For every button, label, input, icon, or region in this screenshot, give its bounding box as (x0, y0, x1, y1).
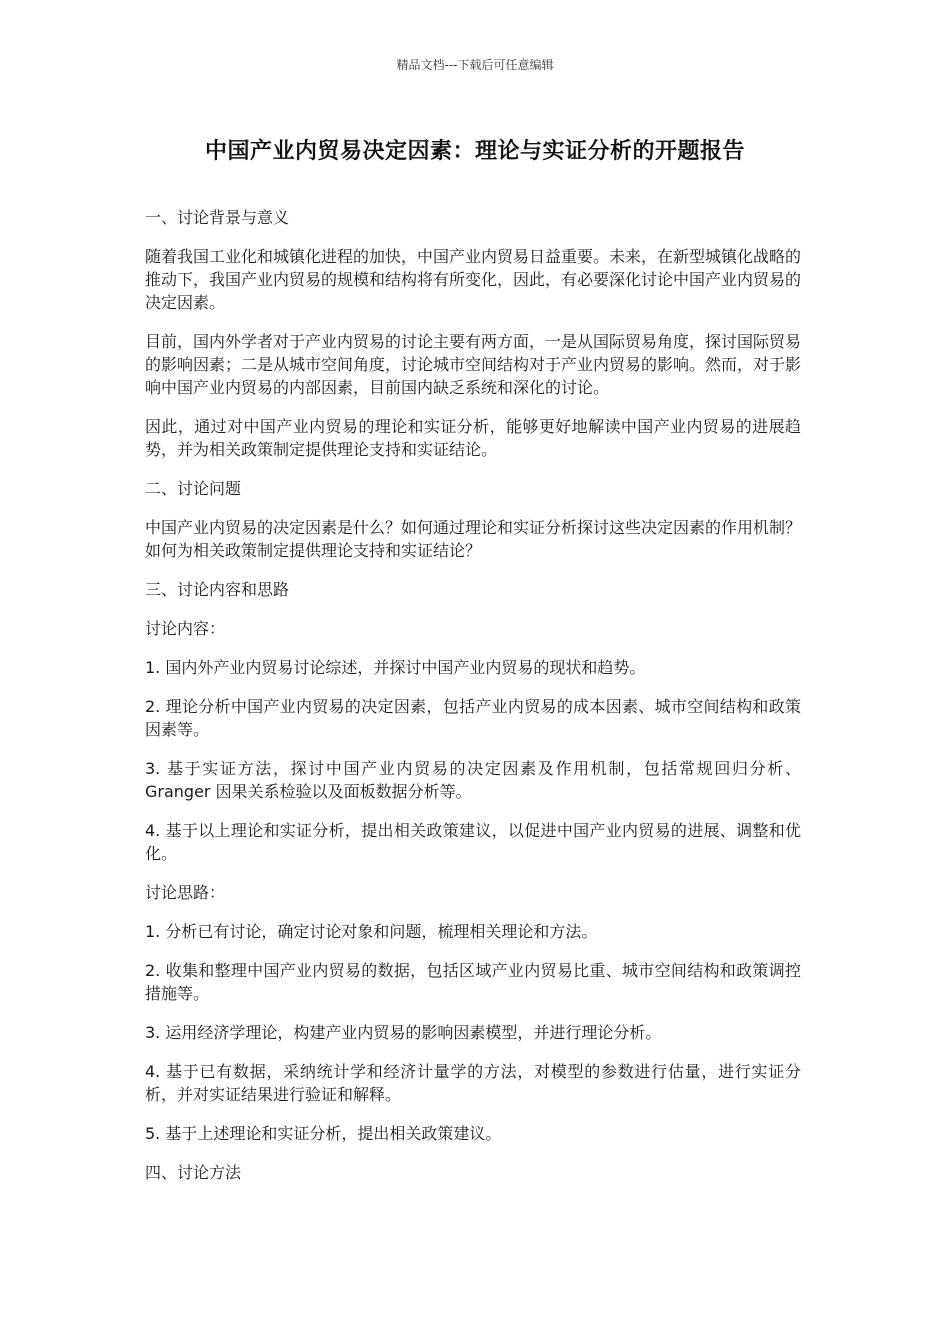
content-item-2: 2. 理论分析中国产业内贸易的决定因素，包括产业内贸易的成本因素、城市空间结构和政策因素等。 (145, 697, 801, 739)
paragraph-background-1: 随着我国工业化和城镇化进程的加快，中国产业内贸易日益重要。未来，在新型城镇化战略的推动下，我国产业内贸易的规模和结构将有所变化，因此，有必要深化讨论中国产业内贸易的决定因素。 (145, 247, 802, 312)
document-title: 中国产业内贸易决定因素：理论与实证分析的开题报告 (204, 139, 745, 164)
approach-item-2: 2. 收集和整理中国产业内贸易的数据，包括区域产业内贸易比重、城市空间结构和政策调控措施等。 (145, 961, 801, 1003)
paragraph-background-2: 目前，国内外学者对于产业内贸易的讨论主要有两方面，一是从国际贸易角度，探讨国际贸易的影响因素；二是从城市空间角度，讨论城市空间结构对于产业内贸易的影响。然而，对于影响中国产业内贸易的内部因素，目前国内缺乏系统和深化的讨论。 (145, 332, 802, 397)
content-label: 讨论内容： (145, 619, 226, 638)
document-body (145, 206, 801, 1200)
page-header: 精品文档---下载后可任意编辑 (396, 58, 554, 72)
approach-item-1: 1. 分析已有讨论，确定讨论对象和问题，梳理相关理论和方法。 (145, 922, 598, 941)
approach-item-5: 5. 基于上述理论和实证分析，提出相关政策建议。 (145, 1124, 502, 1143)
paragraph-questions: 中国产业内贸易的决定因素是什么？如何通过理论和实证分析探讨这些决定因素的作用机制？如何为相关政策制定提供理论支持和实证结论？ (145, 518, 802, 560)
section-heading-methods: 四、讨论方法 (145, 1163, 242, 1182)
content-item-3: 3. 基于实证方法，探讨中国产业内贸易的决定因素及作用机制，包括常规回归分析、Granger 因果关系检验以及面板数据分析等。 (145, 759, 801, 801)
approach-item-4: 4. 基于已有数据，采纳统计学和经济计量学的方法，对模型的参数进行估量，进行实证分析，并对实证结果进行验证和解释。 (145, 1062, 801, 1104)
section-heading-background: 一、讨论背景与意义 (145, 208, 290, 227)
paragraph-background-3: 因此，通过对中国产业内贸易的理论和实证分析，能够更好地解读中国产业内贸易的进展趋势，并为相关政策制定提供理论支持和实证结论。 (145, 417, 801, 459)
content-item-4: 4. 基于以上理论和实证分析，提出相关政策建议，以促进中国产业内贸易的进展、调整和优化。 (145, 821, 801, 863)
section-heading-questions: 二、讨论问题 (145, 479, 242, 498)
approach-label: 讨论思路： (145, 883, 226, 902)
approach-item-3: 3. 运用经济学理论，构建产业内贸易的影响因素模型，并进行理论分析。 (145, 1023, 662, 1042)
section-heading-content-approach: 三、讨论内容和思路 (145, 580, 290, 599)
content-item-1: 1. 国内外产业内贸易讨论综述，并探讨中国产业内贸易的现状和趋势。 (145, 658, 646, 677)
